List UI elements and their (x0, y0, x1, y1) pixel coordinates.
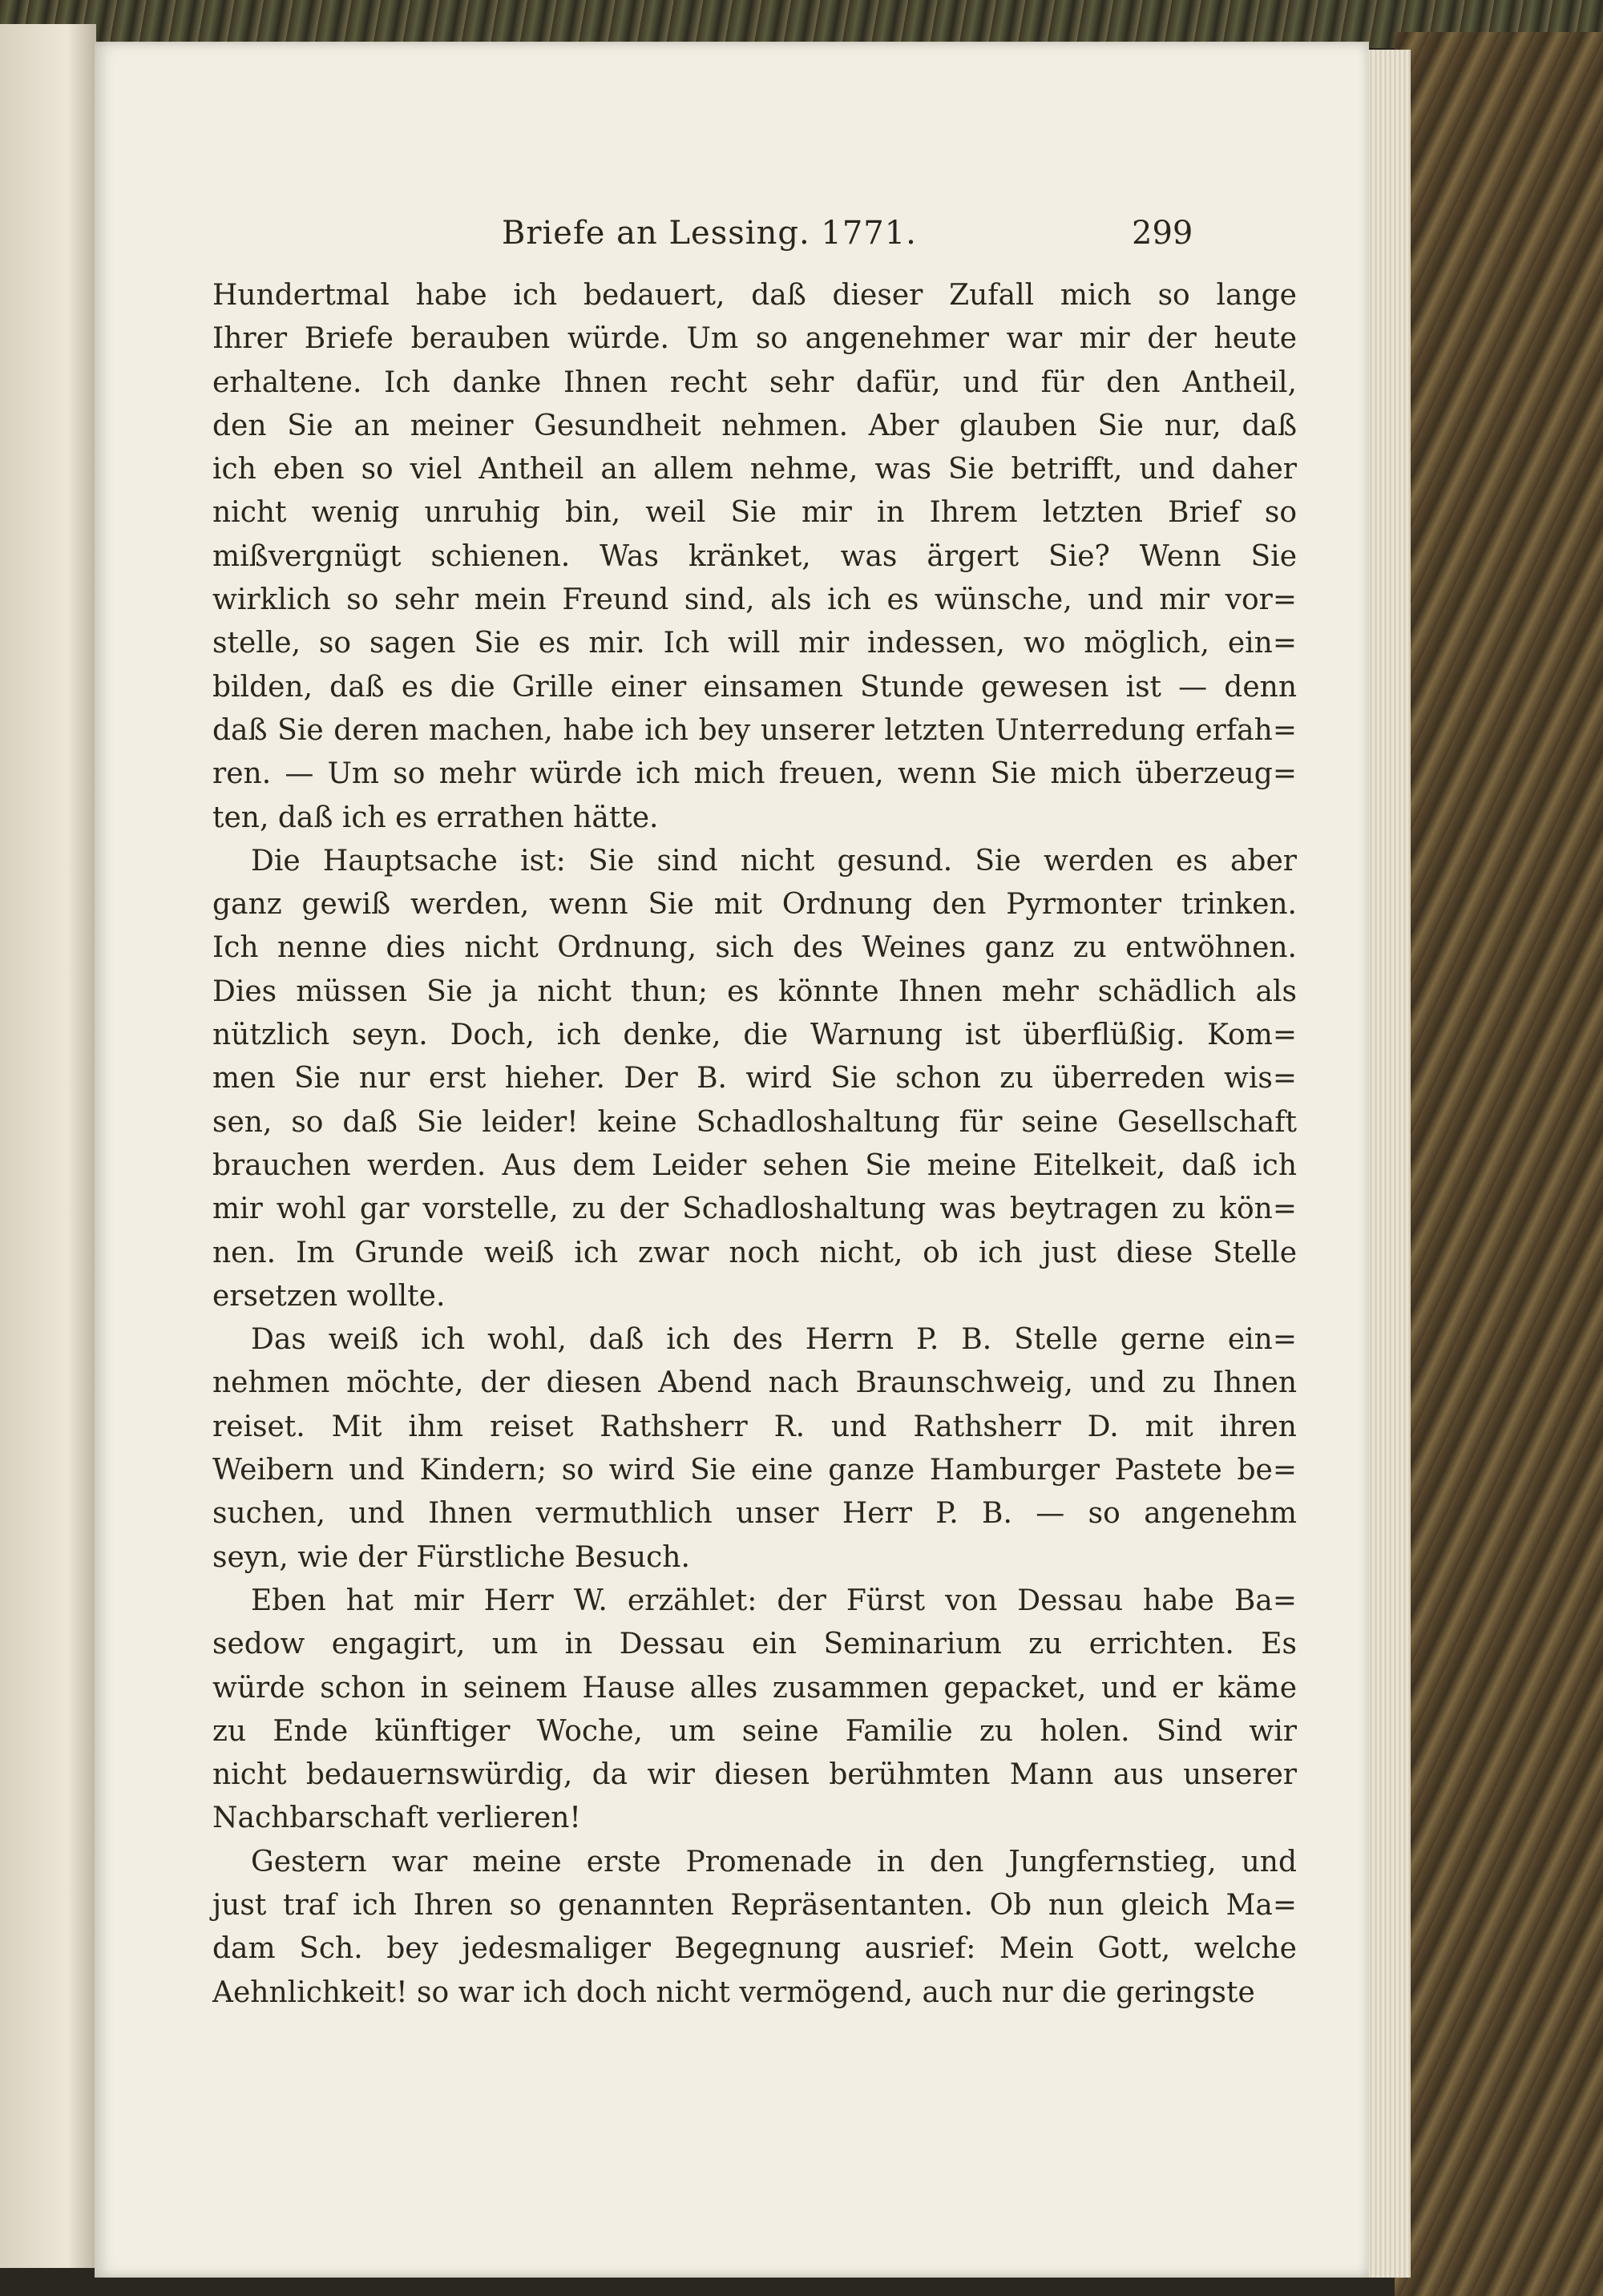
text-line: just traf ich Ihren so genannten Repräsentanten. Ob nun gleich Ma= (212, 1888, 1297, 1922)
book-page (95, 42, 1369, 2278)
text-line: erhaltene. Ich danke Ihnen recht sehr dafür, und für den Antheil, (212, 365, 1297, 399)
text-line: reiset. Mit ihm reiset Rathsherr R. und Rathsherr D. mit ihren (212, 1410, 1297, 1443)
text-line: Aehnlichkeit! so war ich doch nicht vermögend, auch nur die geringste (212, 1975, 1255, 2009)
facing-page-edge (0, 24, 96, 2268)
page-stack (1363, 50, 1411, 2278)
text-line: daß Sie deren machen, habe ich bey unserer letzten Unterredung erfah= (212, 713, 1297, 747)
text-line: Ihrer Briefe berauben würde. Um so angenehmer war mir der heute (212, 322, 1297, 356)
running-head: Briefe an Lessing. 1771. (502, 215, 917, 252)
text-line: nicht bedauernswürdig, da wir diesen berühmten Mann aus unserer (212, 1758, 1297, 1792)
text-line: seyn, wie der Fürstliche Besuch. (212, 1540, 690, 1574)
paragraph (212, 274, 1297, 840)
text-line: Ich nenne dies nicht Ordnung, sich des Weines ganz zu entwöhnen. (212, 931, 1297, 965)
body-text (212, 274, 1297, 2015)
book-top-edge (0, 0, 1603, 48)
text-line: ten, daß ich es errathen hätte. (212, 801, 659, 834)
text-line: stelle, so sagen Sie es mir. Ich will mir indessen, wo möglich, ein= (212, 627, 1297, 660)
text-line: suchen, und Ihnen vermuthlich unser Herr P. B. — so angenehm (212, 1497, 1297, 1531)
text-line: mir wohl gar vorstelle, zu der Schadloshaltung was beytragen zu kön= (212, 1192, 1297, 1226)
text-line: nicht wenig unruhig bin, weil Sie mir in Ihrem letzten Brief so (212, 496, 1297, 530)
paragraph (212, 1318, 1297, 1580)
text-line: würde schon in seinem Hause alles zusammen gepacket, und er käme (212, 1671, 1297, 1705)
text-line: Hundertmal habe ich bedauert, daß dieser Zufall mich so lange (212, 279, 1297, 312)
text-line: sen, so daß Sie leider! keine Schadloshaltung für seine Gesellschaft (212, 1105, 1297, 1139)
text-line: mißvergnügt schienen. Was kränket, was ärgert Sie? Wenn Sie (212, 539, 1297, 573)
text-line: Die Hauptsache ist: Sie sind nicht gesund. Sie werden es aber (251, 844, 1297, 878)
text-line: ganz gewiß werden, wenn Sie mit Ordnung den Pyrmonter trinken. (212, 888, 1297, 922)
text-line: sedow engagirt, um in Dessau ein Seminarium zu errichten. Es (212, 1628, 1297, 1661)
paragraph (212, 1841, 1297, 2015)
text-line: den Sie an meiner Gesundheit nehmen. Aber glauben Sie nur, daß (212, 409, 1297, 442)
text-line: dam Sch. bey jedesmaliger Begegnung ausrief: Mein Gott, welche (212, 1932, 1297, 1966)
text-line: Gestern war meine erste Promenade in den Jungfernstieg, und (251, 1845, 1297, 1878)
text-line: ich eben so viel Antheil an allem nehme, was Sie betrifft, und daher (212, 453, 1297, 486)
text-line: Das weiß ich wohl, daß ich des Herrn P. B. Stelle gerne ein= (251, 1323, 1297, 1357)
text-line: ren. — Um so mehr würde ich mich freuen, wenn Sie mich überzeug= (212, 757, 1297, 791)
text-line: ersetzen wollte. (212, 1279, 446, 1313)
book-cover-edge (1395, 32, 1603, 2296)
text-line: Eben hat mir Herr W. erzählet: der Fürst von Dessau habe Ba= (251, 1584, 1297, 1617)
text-line: zu Ende künftiger Woche, um seine Familie zu holen. Sind wir (212, 1714, 1297, 1748)
paragraph (212, 840, 1297, 1318)
text-line: Nachbarschaft verlieren! (212, 1802, 581, 1835)
text-line: brauchen werden. Aus dem Leider sehen Sie meine Eitelkeit, daß ich (212, 1148, 1297, 1182)
page-header (95, 215, 1369, 263)
text-line: nützlich seyn. Doch, ich denke, die Warnung ist überflüßig. Kom= (212, 1019, 1297, 1052)
paragraph (212, 1580, 1297, 1841)
text-line: wirklich so sehr mein Freund sind, als ich es wünsche, und mir vor= (212, 583, 1297, 617)
text-line: nehmen möchte, der diesen Abend nach Braunschweig, und zu Ihnen (212, 1366, 1297, 1400)
text-line: Dies müssen Sie ja nicht thun; es könnte Ihnen mehr schädlich als (212, 974, 1297, 1008)
text-line: bilden, daß es die Grille einer einsamen Stunde gewesen ist — denn (212, 670, 1297, 704)
text-line: men Sie nur erst hieher. Der B. wird Sie schon zu überreden wis= (212, 1062, 1297, 1096)
text-line: nen. Im Grunde weiß ich zwar noch nicht, ob ich just diese Stelle (212, 1236, 1297, 1269)
text-line: Weibern und Kindern; so wird Sie eine ganze Hamburger Pastete be= (212, 1454, 1297, 1487)
page-number: 299 (1132, 215, 1193, 252)
